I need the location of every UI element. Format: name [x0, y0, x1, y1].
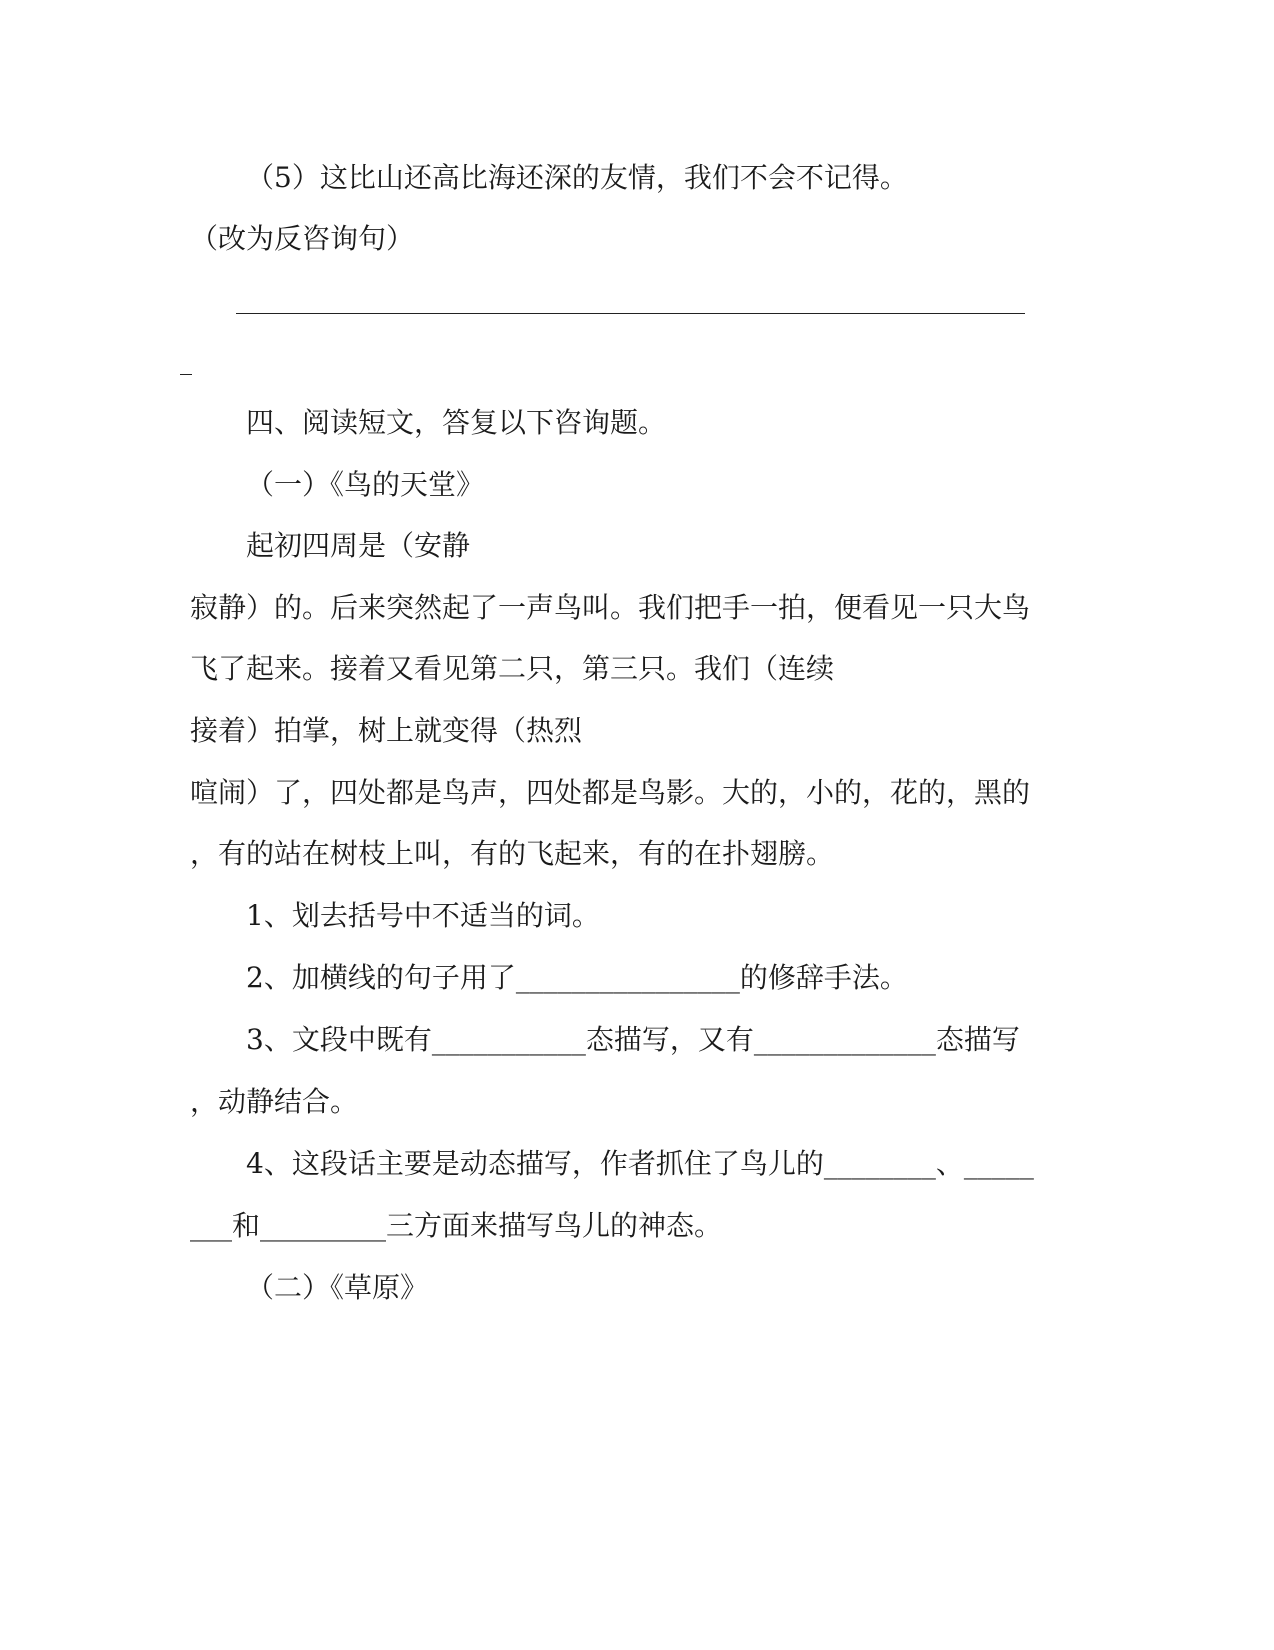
question-5-instruction: （改为反咨询句） [190, 222, 415, 255]
passage-two-title: （二）《草原》 [246, 1271, 429, 1304]
question-2: 2、加横线的句子用了________________的修辞手法。 [246, 961, 908, 994]
question-3: 3、文段中既有___________态描写，又有_____________态描写 [246, 1023, 1020, 1056]
question-4: 4、这段话主要是动态描写，作者抓住了鸟儿的________、_____ [246, 1147, 1034, 1180]
question-5-sentence: （5）这比山还高比海还深的友情，我们不会不记得。 [246, 161, 908, 194]
question-4-continued: ___和_________三方面来描写鸟儿的神态。 [190, 1209, 723, 1242]
section-four-heading: 四、阅读短文，答复以下咨询题。 [246, 406, 667, 439]
passage-line: ，有的站在树枝上叫，有的飞起来，有的在扑翅膀。 [190, 837, 835, 870]
passage-line: 接着）拍掌，树上就变得（热烈 [190, 714, 583, 747]
passage-line: 喧闹）了，四处都是鸟声，四处都是鸟影。大的，小的，花的，黑的 [190, 776, 1031, 809]
question-3-continued: ，动静结合。 [190, 1085, 359, 1118]
passage-line: 飞了起来。接着又看见第二只，第三只。我们（连续 [190, 652, 835, 685]
passage-line: 起初四周是（安静 [246, 529, 471, 562]
passage-one-title: （一）《鸟的天堂》 [246, 468, 485, 501]
question-1: 1、划去括号中不适当的词。 [246, 899, 600, 932]
passage-line: 寂静）的。后来突然起了一声鸟叫。我们把手一拍，便看见一只大鸟 [190, 591, 1031, 624]
